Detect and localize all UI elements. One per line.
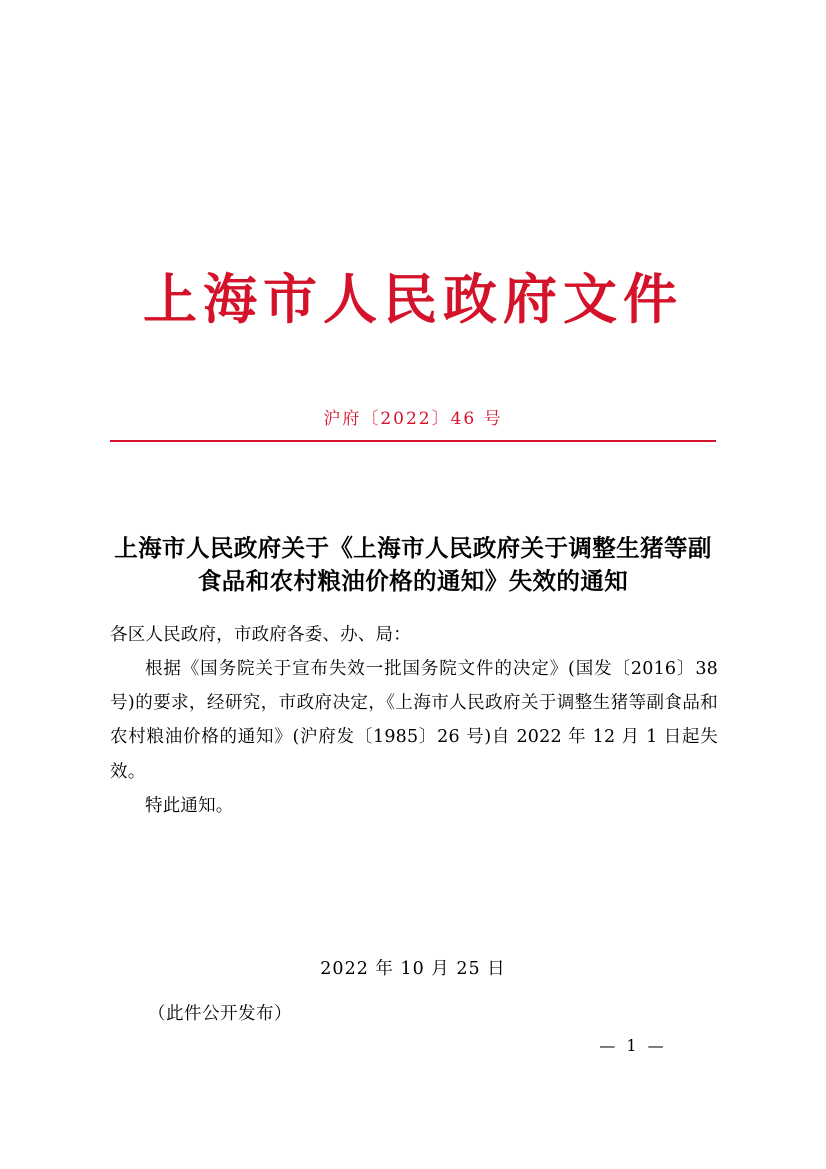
body-paragraph-2: 特此通知。	[145, 795, 234, 816]
document-body	[110, 618, 718, 823]
page-number: — 1 —	[599, 1036, 667, 1055]
masthead	[0, 268, 826, 330]
body-paragraph-1: 根据《国务院关于宣布失效一批国务院文件的决定》(国发〔2016〕38 号)的要求，经研究，市政府决定，《上海市人民政府关于调整生猪等副食品和农村粮油价格的通知》(沪府发〔1985〕26 号)自 2022 年 12 月 1 日起失效。	[110, 659, 718, 782]
publish-note: （此件公开发布）	[148, 1004, 292, 1024]
document-number: 沪府〔2022〕46 号	[323, 409, 503, 429]
salutation: 各区人民政府，市政府各委、办、局：	[110, 625, 411, 645]
document-title: 上海市人民政府关于《上海市人民政府关于调整生猪等副食品和农村粮油价格的通知》失效的通知	[114, 534, 712, 596]
masthead-title: 上海市人民政府文件	[143, 267, 683, 331]
document-date: 2022 年 10 月 25 日	[320, 959, 506, 979]
red-divider-rule	[110, 440, 716, 442]
